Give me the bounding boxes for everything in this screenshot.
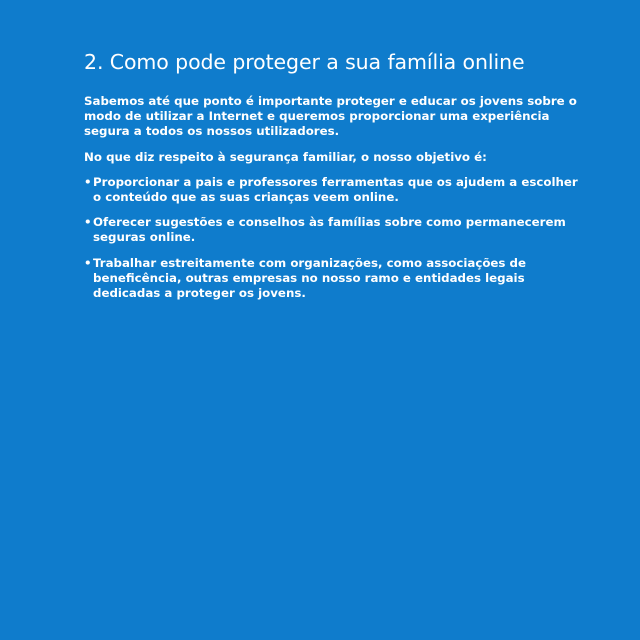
intro-paragraph: Sabemos até que ponto é importante proteger e educar os jovens sobre o modo de utilizar a Internet e queremos proporcionar uma experiência segura a todos os nossos utilizadores. [84, 94, 577, 139]
goals-list [84, 175, 580, 301]
bullet-icon: • [84, 174, 92, 189]
list-item-text: Oferecer sugestões e conselhos às famílias sobre como permanecerem seguras online. [93, 215, 566, 245]
list-item [84, 215, 580, 245]
list-item-text: Trabalhar estreitamente com organizações, como associações de beneficência, outras empresas no nosso ramo e entidades legais dedicadas a proteger os jovens. [93, 255, 527, 301]
list-item [84, 256, 580, 302]
list-item-text: Proporcionar a pais e professores ferramentas que os ajudem a escolher o conteúdo que as suas crianças veem online. [93, 174, 578, 205]
lead-paragraph: No que diz respeito à segurança familiar, o nosso objetivo é: [84, 149, 487, 164]
page-title: 2. Como pode proteger a sua família online [84, 50, 525, 74]
bullet-icon: • [84, 215, 92, 230]
bullet-icon: • [84, 255, 92, 270]
list-item [84, 175, 580, 205]
